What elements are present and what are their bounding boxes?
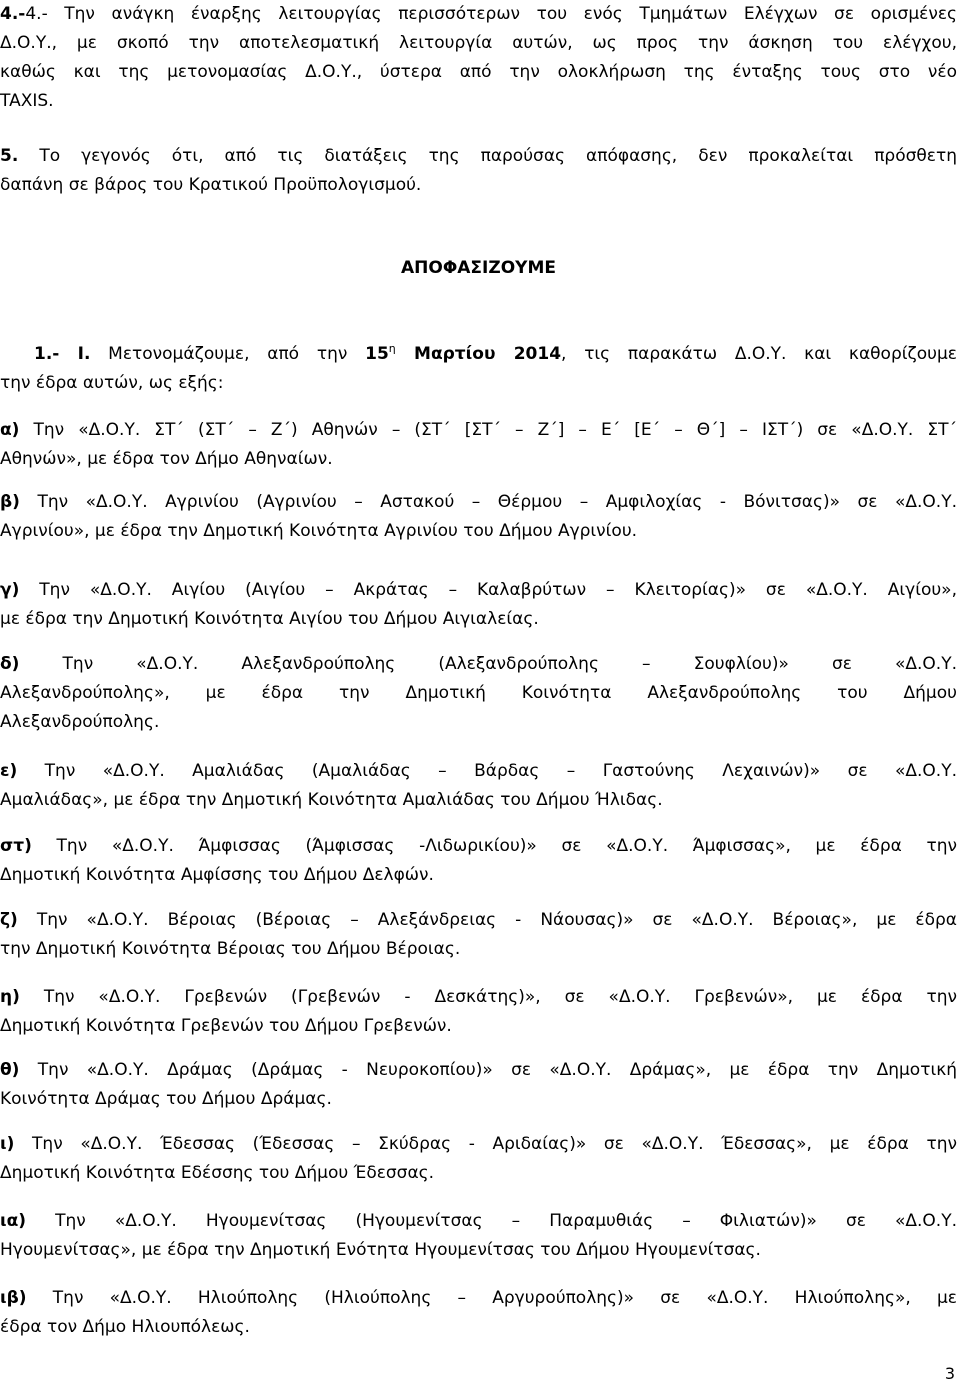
list-item [0,1207,957,1265]
text-line: δαπάνη σε βάρος του Κρατικού Προϋπολογισμού. [0,175,422,195]
text-line [0,1284,957,1313]
text-line: έδρα τον Δήμο Ηλιουπόλεως. [0,1317,250,1337]
text-line: Αλεξανδρούπολης», με έδρα την Δημοτική Κοινότητα Αλεξανδρούπολης του Δήμου [0,683,957,703]
paragraph-4 [0,0,957,116]
item-label: ια) [0,1211,27,1231]
text-line: TAXIS. [0,91,54,111]
paragraph-number: 5. [0,146,19,166]
paragraph-number: 4.- [0,4,26,24]
text-line: Δημοτική Κοινότητα Αμφίσσης του Δήμου Δελφών. [0,865,434,885]
text-run: Την «Δ.Ο.Υ. Ηγουμενίτσας (Ηγουμενίτσας – Παραμυθιάς – Φιλιατών)» σε «Δ.Ο.Υ. [26,1211,957,1231]
item-label: θ) [0,1060,20,1080]
text-line: Δ.Ο.Υ., με σκοπό την αποτελεσματική λειτουργία αυτών, ως προς την άσκηση του ελέγχου, [0,33,957,53]
text-run: Την «Δ.Ο.Υ. Άμφισσας (Άμφισσας -Λιδωρικίου)» σε «Δ.Ο.Υ. Άμφισσας», με έδρα την [31,836,957,856]
text-run: Την «Δ.Ο.Υ. Ηλιούπολης (Ηλιούπολης – Αργυρούπολης)» σε «Δ.Ο.Υ. Ηλιούπολης», με [26,1288,957,1308]
item-label: στ) [0,836,32,856]
page-number: 3 [944,1364,955,1383]
text-line: Δημοτική Κοινότητα Εδέσσης του Δήμου Έδεσσας. [0,1163,435,1183]
text-line [0,416,957,445]
text-run: Την «Δ.Ο.Υ. Βέροιας (Βέροιας – Αλεξάνδρειας - Νάουσας)» σε «Δ.Ο.Υ. Βέροιας», με έδρα [17,910,957,930]
text-line: Αγρινίου», με έδρα την Δημοτική Κοινότητα Αγρινίου του Δήμου Αγρινίου. [0,521,638,541]
text-line: την έδρα αυτών, ως εξής: [0,373,224,393]
text-line [0,488,957,517]
date-month: Μαρτίου 2014 [395,344,562,364]
text-line [0,1056,957,1085]
text-run: Μετονομάζουμε, από την [90,344,366,364]
text-line: Ηγουμενίτσας», με έδρα την Δημοτική Ενότητα Ηγουμενίτσας του Δήμου Ηγουμενίτσας. [0,1240,761,1260]
list-item [0,650,957,737]
text-line: Δημοτική Κοινότητα Γρεβενών του Δήμου Γρεβενών. [0,1016,452,1036]
date-superscript: η [388,342,396,355]
text-line [0,576,957,605]
decision-heading-block [0,254,957,283]
text-line [0,1207,957,1236]
list-item [0,416,957,474]
list-item [0,1130,957,1188]
text-run: Την «Δ.Ο.Υ. ΣΤ΄ (ΣΤ΄ – Ζ΄) Αθηνών – (ΣΤ΄ [ΣΤ΄ – Ζ΄] – Ε΄ [Ε΄ – Θ΄] – ΙΣΤ΄) σε «Δ.Ο.Υ. ΣΤ΄ [19,420,957,440]
item-label: δ) [0,654,20,674]
list-item [0,757,957,815]
text-line: με έδρα την Δημοτική Κοινότητα Αιγίου του Δήμου Αιγιαλείας. [0,609,539,629]
text-run: Την «Δ.Ο.Υ. Έδεσσας (Έδεσσας – Σκύδρας - Αριδαίας)» σε «Δ.Ο.Υ. Έδεσσας», με έδρα την [14,1134,957,1154]
text-run: Την «Δ.Ο.Υ. Αμαλιάδας (Αμαλιάδας – Βάρδας – Γαστούνης Λεχαινών)» σε «Δ.Ο.Υ. [17,761,957,781]
section-number: 1.- I. [34,344,91,364]
list-item [0,1284,957,1342]
text-run: , τις παρακάτω Δ.Ο.Υ. και καθορίζουμε [561,344,957,364]
date-day: 15 [365,344,389,364]
list-item [0,488,957,546]
text-line [0,142,957,171]
text-line: καθώς και της μετονομασίας Δ.Ο.Υ., ύστερα από την ολοκλήρωση της ένταξης τους στο νέο [0,62,957,82]
text-line: την Δημοτική Κοινότητα Βέροιας του Δήμου Βέροιας. [0,939,461,959]
list-item [0,832,957,890]
decision-heading: ΑΠΟΦΑΣΙΖΟΥΜΕ [400,258,556,278]
item-label: η) [0,987,20,1007]
text-run: Την «Δ.Ο.Υ. Αγρινίου (Αγρινίου – Αστακού – Θέρμου – Αμφιλοχίας - Βόνιτσας)» σε «Δ.Ο.Υ. [19,492,957,512]
list-item [0,983,957,1041]
text-line [0,906,957,935]
paragraph-5 [0,142,957,200]
list-item [0,1056,957,1114]
text-run: Την «Δ.Ο.Υ. Αιγίου (Αιγίου – Ακράτας – Καλαβρύτων – Κλειτορίας)» σε «Δ.Ο.Υ. Αιγίου», [19,580,957,600]
text-line [0,983,957,1012]
text-line: Αθηνών», με έδρα τον Δήμο Αθηναίων. [0,449,333,469]
item-label: β) [0,492,20,512]
item-label: ι) [0,1134,15,1154]
text-line [0,650,957,679]
section-1 [0,340,957,398]
list-item [0,906,957,964]
text-line [0,0,957,29]
text-run: Την «Δ.Ο.Υ. Αλεξανδρούπολης (Αλεξανδρούπολης – Σουφλίου)» σε «Δ.Ο.Υ. [19,654,957,674]
text-line: Κοινότητα Δράμας του Δήμου Δράμας. [0,1089,332,1109]
item-label: ιβ) [0,1288,27,1308]
text-line [0,1130,957,1159]
text-run: 4.- Την ανάγκη έναρξης λειτουργίας περισσότερων του ενός Τμημάτων Ελέγχων σε ορισμένες [25,4,957,24]
text-line [0,340,957,369]
text-line: Αμαλιάδας», με έδρα την Δημοτική Κοινότητα Αμαλιάδας του Δήμου Ήλιδας. [0,790,663,810]
heading-line [0,254,957,283]
text-run: Την «Δ.Ο.Υ. Δράμας (Δράμας - Νευροκοπίου)» σε «Δ.Ο.Υ. Δράμας», με έδρα την Δημοτική [19,1060,957,1080]
item-label: γ) [0,580,20,600]
list-item [0,576,957,634]
text-line [0,757,957,786]
text-line [0,832,957,861]
item-label: ζ) [0,910,18,930]
text-line: Αλεξανδρούπολης. [0,712,160,732]
item-label: α) [0,420,20,440]
text-run: Το γεγονός ότι, από τις διατάξεις της παρούσας απόφασης, δεν προκαλείται πρόσθετη [18,146,957,166]
item-label: ε) [0,761,18,781]
text-run: Την «Δ.Ο.Υ. Γρεβενών (Γρεβενών - Δεσκάτης)», σε «Δ.Ο.Υ. Γρεβενών», με έδρα την [19,987,957,1007]
